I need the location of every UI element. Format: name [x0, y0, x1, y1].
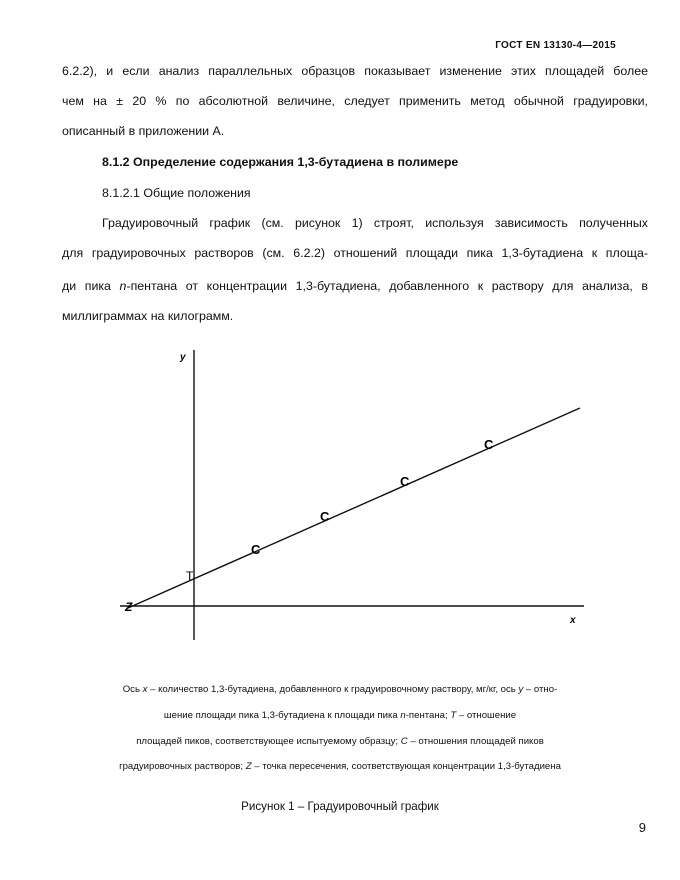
- caption-symbol: x: [142, 684, 148, 695]
- caption-text: – отношение: [456, 710, 517, 721]
- caption-text: – отношения площадей пиков: [407, 736, 544, 747]
- calibration-graph: [0, 340, 680, 640]
- calibration-point-label: C: [251, 542, 261, 557]
- figure-title: Рисунок 1 – Градуировочный график: [241, 800, 439, 813]
- calibration-line: [128, 408, 580, 608]
- x-axis-label: x: [570, 615, 576, 626]
- subsection-title: 8.1.2.1 Общие положения: [102, 186, 251, 200]
- caption-text: -пентана;: [405, 710, 451, 721]
- caption-text: площадей пиков, соответствующее испытуемому образцу;: [136, 736, 401, 747]
- caption-text: шение площади пика 1,3-бутадиена к площади пика: [163, 710, 401, 721]
- y-axis-label: y: [180, 352, 186, 363]
- figure-caption-line: [0, 684, 680, 695]
- caption-text: Ось: [122, 684, 143, 695]
- text-fragment: -пентана от концентрации 1,3-бутадиена, добавленного к раствору для анализа, в: [126, 279, 648, 293]
- paragraph-line: миллиграммах на килограмм.: [62, 309, 234, 323]
- caption-symbol: T: [450, 710, 457, 721]
- intersection-point-label: Z: [125, 600, 133, 614]
- caption-text: – отно-: [523, 684, 558, 695]
- paragraph-line: для градуировочных растворов (см. 6.2.2) отношений площади пика 1,3-бутадиена к площа-: [62, 246, 648, 260]
- caption-text: – точка пересечения, соответствующая концентрации 1,3-бутадиена: [251, 761, 561, 772]
- caption-symbol: Z: [245, 761, 252, 772]
- caption-symbol: n: [400, 710, 406, 721]
- standard-code: ГОСТ EN 13130-4—2015: [495, 40, 616, 51]
- paragraph-line: [62, 279, 648, 293]
- caption-text: – количество 1,3-бутадиена, добавленного к градуировочному раствору, мг/кг, ось: [147, 684, 519, 695]
- figure-caption-line: [0, 736, 680, 747]
- paragraph-line: описанный в приложении А.: [62, 124, 225, 138]
- calibration-point-label: C: [484, 437, 494, 452]
- calibration-point-label: C: [400, 474, 410, 489]
- paragraph-line: чем на ± 20 % по абсолютной величине, следует применить метод обычной градуировки,: [62, 94, 648, 108]
- paragraph-line: Градуировочный график (см. рисунок 1) строят, используя зависимость полученных: [102, 216, 648, 230]
- caption-symbol: y: [518, 684, 524, 695]
- figure-caption-line: [0, 761, 680, 772]
- page-number: 9: [638, 820, 646, 835]
- figure-caption-line: [0, 710, 680, 721]
- test-sample-point-label: T: [186, 569, 194, 583]
- calibration-point-label: C: [320, 509, 330, 524]
- caption-text: градуировочных растворов;: [119, 761, 246, 772]
- caption-symbol: C: [400, 736, 408, 747]
- text-fragment: ди пика: [62, 279, 120, 293]
- italic-symbol: n: [119, 279, 127, 293]
- section-title: 8.1.2 Определение содержания 1,3-бутадиена в полимере: [102, 155, 459, 169]
- paragraph-line: 6.2.2), и если анализ параллельных образцов показывает изменение этих площадей более: [62, 64, 648, 78]
